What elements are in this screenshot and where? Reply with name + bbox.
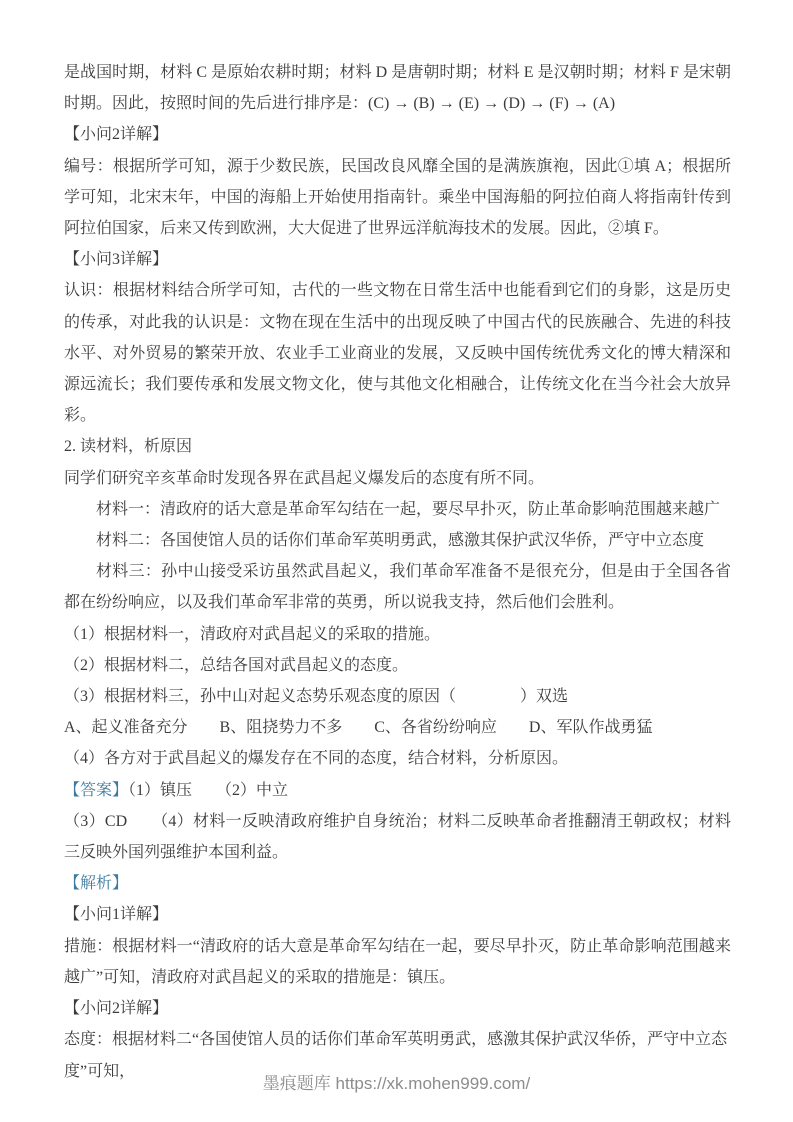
section-heading-analysis-subq2: 【小问2详解】 xyxy=(64,1000,169,1018)
sub-question-2: （2）根据材料二，总结各国对武昌起义的态度。 xyxy=(64,656,409,674)
paragraph-subq2-explanation: 编号：根据所学可知，源于少数民族，民国改良风靡全国的是满族旗袍，因此①填 A；根据所学可知，北宋末年，中国的海船上开始使用指南针。乘坐中国海船的阿拉伯商人将指南针传到阿拉伯国家，后来又传到欧洲，大大促进了世界远洋航海技术的发展。因此，②填 F。 xyxy=(64,157,731,238)
section-heading-analysis-subq1: 【小问1详解】 xyxy=(64,906,169,924)
section-heading-subq3-detail: 【小问3详解】 xyxy=(64,251,169,269)
question-2-title: 2. 读材料，析原因 xyxy=(64,438,193,456)
footer-url: https://xk.mohen999.com/ xyxy=(335,1074,531,1093)
material-1: 材料一：清政府的话大意是革命军勾结在一起，要尽早扑灭，防止革命影响范围越来越广 xyxy=(96,500,721,518)
choice-options-row: A、起义准备充分 B、阻挠势力不多 C、各省纷纷响应 D、军队作战勇猛 xyxy=(64,719,653,737)
document-body xyxy=(64,57,731,1087)
answer-text: （1）镇压 （2）中立 xyxy=(128,781,289,799)
sub-question-3: （3）根据材料三，孙中山对起义态势乐观态度的原因（ ）双选 xyxy=(64,688,569,706)
paragraph-analysis-subq1: 措施：根据材料一“清政府的话大意是革命军勾结在一起，要尽早扑灭，防止革命影响范围越来越广”可知，清政府对武昌起义的采取的措施是：镇压。 xyxy=(64,937,731,986)
paragraph-continued-from-previous-page: 是战国时期，材料 C 是原始农耕时期；材料 D 是唐朝时期；材料 E 是汉朝时期；材料 F 是宋朝时期。因此，按照时间的先后进行排序是：(C) → (B) → (E) → (D) → (F) → (A) xyxy=(64,64,731,113)
analysis-label: 【解析】 xyxy=(64,875,129,893)
sub-question-4: （4）各方对于武昌起义的爆发存在不同的态度，结合材料，分析原因。 xyxy=(64,750,569,768)
question-2-intro: 同学们研究辛亥革命时发现各界在武昌起义爆发后的态度有所不同。 xyxy=(64,469,545,487)
material-2: 材料二：各国使馆人员的话你们革命军英明勇武，感激其保护武汉华侨，严守中立态度 xyxy=(96,532,705,550)
section-heading-subq2-detail: 【小问2详解】 xyxy=(64,126,169,144)
answer-line-continued: （3）CD （4）材料一反映清政府维护自身统治；材料二反映革命者推翻清王朝政权；材料三反映外国列强维护本国利益。 xyxy=(64,812,731,862)
paragraph-analysis-subq2: 态度：根据材料二“各国使馆人员的话你们革命军英明勇武，感激其保护武汉华侨，严守中立态度”可知， xyxy=(64,1031,728,1080)
paragraph-subq3-explanation: 认识：根据材料结合所学可知，古代的一些文物在日常生活中也能看到它们的身影，这是历史的传承，对此我的认识是：文物在现在生活中的出现反映了中国古代的民族融合、先进的科技水平、对外贸易的繁荣开放、农业手工业商业的发展，又反映中国传统优秀文化的博大精深和源远流长；我们要传承和发展文物文化，使与其他文化相融合，让传统文化在当今社会大放异彩。 xyxy=(64,282,731,425)
material-3: 材料三：孙中山接受采访虽然武昌起义，我们革命军准备不是很充分，但是由于全国各省都在纷纷响应，以及我们革命军非常的英勇，所以说我支持，然后他们会胜利。 xyxy=(64,563,731,612)
footer-site-name: 墨痕题库 xyxy=(262,1074,331,1093)
answer-label: 【答案】 xyxy=(64,781,129,799)
answer-line xyxy=(64,775,731,806)
sub-question-1: （1）根据材料一，清政府对武昌起义的采取的措施。 xyxy=(64,625,441,643)
page-footer xyxy=(0,1069,793,1094)
